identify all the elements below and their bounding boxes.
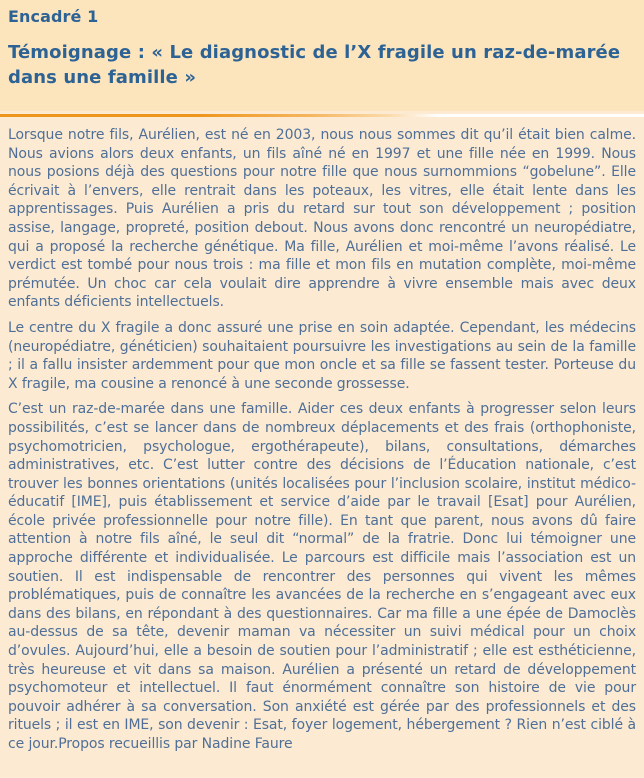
testimony-paragraph-3: C’est un raz-de-marée dans une famille. Aider ces deux enfants à progresser selon leurs possibilités, c’est se lancer dans de nombreux déplacements et des frais (orthophoniste, psychomotricien, psychologue, ergothérapeute), bilans, consultations, démarches administratives, etc. C’est lutter contre des décisions de l’Éducation nationale, c’est trouver les bonnes orientations (unités localisées pour l’inclusion scolaire, institut médico-éducatif [IME], puis établissement et service d’aide par le travail [Esat] pour Aurélien, école privée professionnelle pour notre fille). En tant que parent, nous avons dû faire attention à notre fils aîné, le seul dit “normal” de la fratrie. Donc lui témoigner une approche différente et individualisée. Le parcours est difficile mais l’association est un soutien. Il est indispensable de rencontrer des personnes qui vivent les mêmes problématiques, puis de connaître les avancées de la recherche en s’engageant avec eux dans des bilans, en répondant à des questionnaires. Car ma fille a une épée de Damoclès au-dessus de sa tête, devenir maman va nécessiter un suivi médical pour un choix d’ovules. Aujourd’hui, elle a besoin de soutien pour l’administratif ; elle est esthéticienne, très heureuse et vit dans sa maison. Aurélien a présenté un retard de développement psychomoteur et intellectuel. Il faut énormément connaître son histoire de vie pour pouvoir adhérer à sa conversation. Son anxiété est gérée par des professionnels et des rituels ; il est en IME, son devenir : Esat, foyer logement, hébergement ? Rien n’est ciblé à ce jour.Propos recueillis par Nadine Faure: [8, 401, 636, 752]
box-label: Encadré 1: [8, 7, 99, 26]
box-header: [0, 0, 644, 111]
box-title: Témoignage : « Le diagnostic de l’X fragile un raz-de-marée dans une famille »: [8, 42, 621, 88]
testimony-paragraph-1: Lorsque notre fils, Aurélien, est né en 2003, nous nous sommes dit qu’il était bien calme. Nous avions alors deux enfants, un fils aîné né en 1997 et une fille née en 1999. Nous nous posions déjà des questions pour notre fille que nous surnommions “gobelune”. Elle écrivait à l’envers, elle rentrait dans les poteaux, les vitres, elle était lente dans les apprentissages. Puis Aurélien a pris du retard sur tout son développement ; position assise, langage, propreté, position debout. Nous avons donc rencontré un neuropédiatre, qui a proposé la recherche génétique. Ma fille, Aurélien et moi-même l’avons réalisé. Le verdict est tombé pour nous trois : ma fille et mon fils en mutation complète, moi-même prémutée. Un choc car cela voulait dire apprendre à vivre ensemble mais avec deux enfants déficients intellectuels.: [8, 127, 636, 311]
testimony-paragraph-2: Le centre du X fragile a donc assuré une prise en soin adaptée. Cependant, les médecins (neuropédiatre, généticien) souhaitaient poursuivre les investigations au sein de la famille ; il a fallu insister ardemment pour que mon oncle et sa fille se fassent tester. Porteuse du X fragile, ma cousine a renoncé à une seconde grossesse.: [8, 319, 636, 392]
box-body: [0, 117, 644, 754]
